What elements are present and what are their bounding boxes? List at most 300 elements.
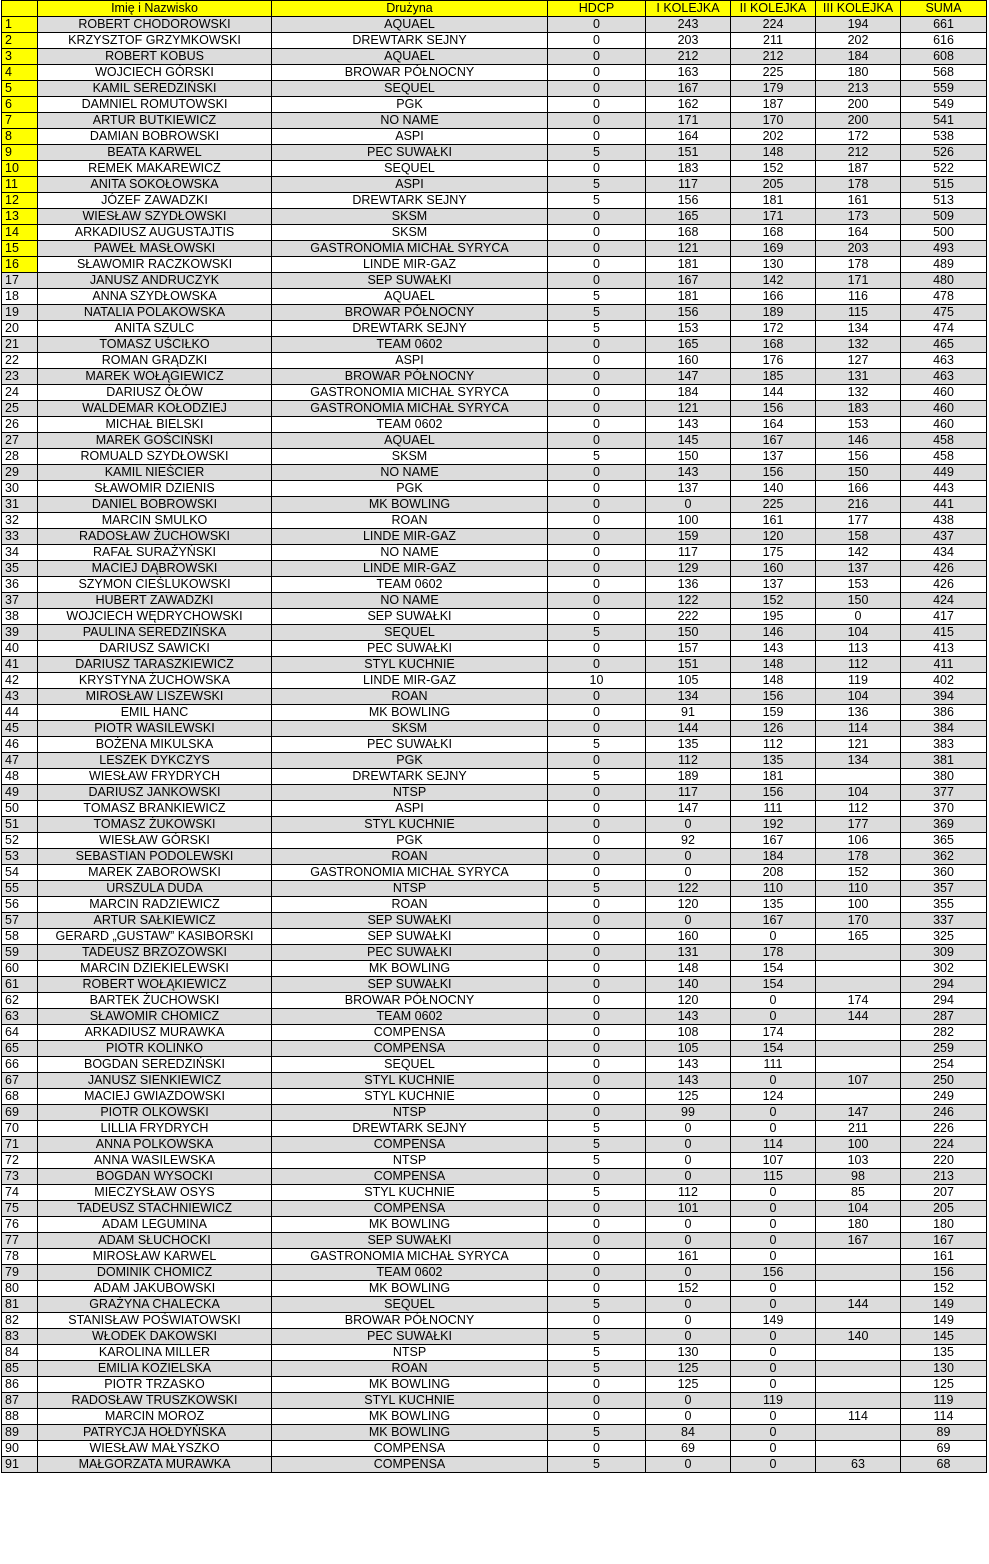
team-cell: STYL KUCHNIE	[272, 657, 548, 673]
name-cell: LILLIA FRYDRYCH	[38, 1121, 272, 1137]
round-1-cell: 143	[646, 465, 731, 481]
round-3-cell: 104	[816, 785, 901, 801]
round-3-cell: 153	[816, 577, 901, 593]
sum-cell: 500	[901, 225, 987, 241]
table-row	[2, 529, 987, 545]
rank-cell: 79	[2, 1265, 38, 1281]
name-cell: HUBERT ZAWADZKI	[38, 593, 272, 609]
round-1-cell: 184	[646, 385, 731, 401]
table-row	[2, 721, 987, 737]
table-row	[2, 401, 987, 417]
header-sum: SUMA	[901, 1, 987, 17]
round-1-cell: 122	[646, 881, 731, 897]
table-row	[2, 849, 987, 865]
name-cell: TADEUSZ STACHNIEWICZ	[38, 1201, 272, 1217]
round-1-cell: 151	[646, 145, 731, 161]
rank-cell: 5	[2, 81, 38, 97]
hdcp-cell: 0	[548, 689, 646, 705]
round-2-cell: 225	[731, 65, 816, 81]
round-1-cell: 117	[646, 177, 731, 193]
round-3-cell: 178	[816, 849, 901, 865]
hdcp-cell: 0	[548, 1217, 646, 1233]
header-row	[2, 1, 987, 17]
rank-cell: 15	[2, 241, 38, 257]
name-cell: TOMASZ ŻUKOWSKI	[38, 817, 272, 833]
round-2-cell: 152	[731, 593, 816, 609]
rank-cell: 30	[2, 481, 38, 497]
round-2-cell: 115	[731, 1169, 816, 1185]
name-cell: DAMNIEL ROMUTOWSKI	[38, 97, 272, 113]
team-cell: BROWAR PÓŁNOCNY	[272, 305, 548, 321]
hdcp-cell: 0	[548, 593, 646, 609]
round-1-cell: 131	[646, 945, 731, 961]
round-2-cell: 185	[731, 369, 816, 385]
hdcp-cell: 5	[548, 449, 646, 465]
hdcp-cell: 0	[548, 209, 646, 225]
rank-cell: 2	[2, 33, 38, 49]
round-2-cell: 0	[731, 1409, 816, 1425]
name-cell: RADOSŁAW TRUSZKOWSKI	[38, 1393, 272, 1409]
sum-cell: 426	[901, 561, 987, 577]
round-2-cell: 156	[731, 465, 816, 481]
team-cell: DREWTARK SEJNY	[272, 33, 548, 49]
name-cell: EMILIA KOZIELSKA	[38, 1361, 272, 1377]
round-1-cell: 159	[646, 529, 731, 545]
round-3-cell: 150	[816, 465, 901, 481]
rank-cell: 28	[2, 449, 38, 465]
team-cell: PEC SUWAŁKI	[272, 945, 548, 961]
round-2-cell: 174	[731, 1025, 816, 1041]
rank-cell: 68	[2, 1089, 38, 1105]
round-1-cell: 163	[646, 65, 731, 81]
table-row	[2, 1137, 987, 1153]
sum-cell: 493	[901, 241, 987, 257]
team-cell: STYL KUCHNIE	[272, 1393, 548, 1409]
team-cell: PGK	[272, 753, 548, 769]
team-cell: ROAN	[272, 849, 548, 865]
round-3-cell: 200	[816, 97, 901, 113]
round-3-cell	[816, 1041, 901, 1057]
table-body	[2, 17, 987, 1473]
round-2-cell: 164	[731, 417, 816, 433]
sum-cell: 426	[901, 577, 987, 593]
sum-cell: 250	[901, 1073, 987, 1089]
table-row	[2, 417, 987, 433]
team-cell: LINDE MIR-GAZ	[272, 257, 548, 273]
rank-cell: 8	[2, 129, 38, 145]
sum-cell: 282	[901, 1025, 987, 1041]
hdcp-cell: 10	[548, 673, 646, 689]
round-1-cell: 143	[646, 1009, 731, 1025]
round-1-cell: 105	[646, 673, 731, 689]
round-1-cell: 181	[646, 257, 731, 273]
table-row	[2, 65, 987, 81]
rank-cell: 76	[2, 1217, 38, 1233]
hdcp-cell: 0	[548, 753, 646, 769]
team-cell: AQUAEL	[272, 289, 548, 305]
hdcp-cell: 0	[548, 1441, 646, 1457]
round-1-cell: 145	[646, 433, 731, 449]
name-cell: DARIUSZ JANKOWSKI	[38, 785, 272, 801]
sum-cell: 549	[901, 97, 987, 113]
sum-cell: 489	[901, 257, 987, 273]
round-3-cell: 164	[816, 225, 901, 241]
hdcp-cell: 0	[548, 945, 646, 961]
team-cell: COMPENSA	[272, 1441, 548, 1457]
hdcp-cell: 5	[548, 1153, 646, 1169]
rank-cell: 6	[2, 97, 38, 113]
round-1-cell: 160	[646, 353, 731, 369]
name-cell: STANISŁAW POŚWIATOWSKI	[38, 1313, 272, 1329]
rank-cell: 82	[2, 1313, 38, 1329]
team-cell: PGK	[272, 833, 548, 849]
rank-cell: 75	[2, 1201, 38, 1217]
team-cell: SKSM	[272, 209, 548, 225]
round-3-cell: 144	[816, 1297, 901, 1313]
hdcp-cell: 0	[548, 609, 646, 625]
rank-cell: 43	[2, 689, 38, 705]
rank-cell: 7	[2, 113, 38, 129]
table-row	[2, 209, 987, 225]
table-row	[2, 17, 987, 33]
round-3-cell: 152	[816, 865, 901, 881]
round-3-cell: 106	[816, 833, 901, 849]
round-3-cell: 202	[816, 33, 901, 49]
table-row	[2, 193, 987, 209]
rank-cell: 86	[2, 1377, 38, 1393]
header-round-2: II KOLEJKA	[731, 1, 816, 17]
team-cell: PEC SUWAŁKI	[272, 145, 548, 161]
team-cell: SEQUEL	[272, 1297, 548, 1313]
sum-cell: 130	[901, 1361, 987, 1377]
name-cell: MARCIN SMULKO	[38, 513, 272, 529]
name-cell: KAMIL NIEŚCIER	[38, 465, 272, 481]
hdcp-cell: 0	[548, 1409, 646, 1425]
round-1-cell: 171	[646, 113, 731, 129]
round-2-cell: 0	[731, 1361, 816, 1377]
round-1-cell: 0	[646, 1297, 731, 1313]
round-2-cell: 184	[731, 849, 816, 865]
round-2-cell: 156	[731, 689, 816, 705]
team-cell: SEP SUWAŁKI	[272, 977, 548, 993]
sum-cell: 135	[901, 1345, 987, 1361]
name-cell: TOMASZ BRANKIEWICZ	[38, 801, 272, 817]
table-row	[2, 81, 987, 97]
team-cell: BROWAR PÓŁNOCNY	[272, 993, 548, 1009]
round-2-cell: 0	[731, 1297, 816, 1313]
sum-cell: 294	[901, 993, 987, 1009]
team-cell: PEC SUWAŁKI	[272, 737, 548, 753]
table-row	[2, 145, 987, 161]
team-cell: SEQUEL	[272, 81, 548, 97]
round-1-cell: 135	[646, 737, 731, 753]
name-cell: BARTEK ŻUCHOWSKI	[38, 993, 272, 1009]
round-3-cell: 104	[816, 689, 901, 705]
table-row	[2, 273, 987, 289]
hdcp-cell: 0	[548, 465, 646, 481]
round-3-cell	[816, 1089, 901, 1105]
name-cell: MICHAŁ BIELSKI	[38, 417, 272, 433]
round-2-cell: 0	[731, 993, 816, 1009]
table-row	[2, 961, 987, 977]
rank-cell: 69	[2, 1105, 38, 1121]
rank-cell: 37	[2, 593, 38, 609]
table-row	[2, 945, 987, 961]
sum-cell: 460	[901, 401, 987, 417]
rank-cell: 84	[2, 1345, 38, 1361]
hdcp-cell: 5	[548, 769, 646, 785]
rank-cell: 66	[2, 1057, 38, 1073]
sum-cell: 309	[901, 945, 987, 961]
sum-cell: 568	[901, 65, 987, 81]
sum-cell: 541	[901, 113, 987, 129]
table-row	[2, 289, 987, 305]
table-row	[2, 865, 987, 881]
round-1-cell: 125	[646, 1089, 731, 1105]
sum-cell: 441	[901, 497, 987, 513]
round-3-cell: 100	[816, 1137, 901, 1153]
table-row	[2, 1377, 987, 1393]
name-cell: URSZULA DUDA	[38, 881, 272, 897]
round-1-cell: 151	[646, 657, 731, 673]
rank-cell: 18	[2, 289, 38, 305]
rank-cell: 35	[2, 561, 38, 577]
name-cell: ANITA SOKOŁOWSKA	[38, 177, 272, 193]
sum-cell: 386	[901, 705, 987, 721]
name-cell: MARCIN MOROZ	[38, 1409, 272, 1425]
round-2-cell: 114	[731, 1137, 816, 1153]
round-3-cell: 216	[816, 497, 901, 513]
name-cell: PIOTR OLKOWSKI	[38, 1105, 272, 1121]
round-2-cell: 161	[731, 513, 816, 529]
rank-cell: 38	[2, 609, 38, 625]
round-2-cell: 175	[731, 545, 816, 561]
rank-cell: 88	[2, 1409, 38, 1425]
sum-cell: 381	[901, 753, 987, 769]
sum-cell: 246	[901, 1105, 987, 1121]
round-3-cell: 107	[816, 1073, 901, 1089]
round-2-cell: 0	[731, 1441, 816, 1457]
round-2-cell: 205	[731, 177, 816, 193]
round-1-cell: 183	[646, 161, 731, 177]
name-cell: SZYMON CIEŚLUKOWSKI	[38, 577, 272, 593]
team-cell: COMPENSA	[272, 1201, 548, 1217]
hdcp-cell: 0	[548, 113, 646, 129]
rank-cell: 20	[2, 321, 38, 337]
hdcp-cell: 5	[548, 1137, 646, 1153]
round-2-cell: 156	[731, 785, 816, 801]
sum-cell: 220	[901, 1153, 987, 1169]
hdcp-cell: 0	[548, 529, 646, 545]
hdcp-cell: 0	[548, 241, 646, 257]
sum-cell: 152	[901, 1281, 987, 1297]
rank-cell: 51	[2, 817, 38, 833]
name-cell: WIESŁAW FRYDRYCH	[38, 769, 272, 785]
rank-cell: 54	[2, 865, 38, 881]
name-cell: MAREK ZABOROWSKI	[38, 865, 272, 881]
sum-cell: 424	[901, 593, 987, 609]
round-3-cell: 153	[816, 417, 901, 433]
hdcp-cell: 0	[548, 705, 646, 721]
team-cell: MK BOWLING	[272, 1425, 548, 1441]
sum-cell: 463	[901, 369, 987, 385]
table-row	[2, 177, 987, 193]
hdcp-cell: 0	[548, 865, 646, 881]
table-row	[2, 1249, 987, 1265]
team-cell: MK BOWLING	[272, 1217, 548, 1233]
round-3-cell: 177	[816, 817, 901, 833]
round-3-cell: 134	[816, 753, 901, 769]
name-cell: DOMINIK CHOMICZ	[38, 1265, 272, 1281]
round-3-cell: 140	[816, 1329, 901, 1345]
round-1-cell: 91	[646, 705, 731, 721]
name-cell: ANNA POLKOWSKA	[38, 1137, 272, 1153]
round-2-cell: 0	[731, 1201, 816, 1217]
sum-cell: 463	[901, 353, 987, 369]
hdcp-cell: 0	[548, 1105, 646, 1121]
round-1-cell: 0	[646, 849, 731, 865]
hdcp-cell: 0	[548, 353, 646, 369]
sum-cell: 213	[901, 1169, 987, 1185]
name-cell: MARCIN DZIEKIELEWSKI	[38, 961, 272, 977]
round-3-cell: 103	[816, 1153, 901, 1169]
name-cell: NATALIA POLAKOWSKA	[38, 305, 272, 321]
sum-cell: 69	[901, 1441, 987, 1457]
team-cell: LINDE MIR-GAZ	[272, 561, 548, 577]
team-cell: SEP SUWAŁKI	[272, 929, 548, 945]
round-2-cell: 168	[731, 337, 816, 353]
round-3-cell: 156	[816, 449, 901, 465]
name-cell: ARTUR SAŁKIEWICZ	[38, 913, 272, 929]
rank-cell: 24	[2, 385, 38, 401]
sum-cell: 365	[901, 833, 987, 849]
team-cell: ROAN	[272, 897, 548, 913]
rank-cell: 59	[2, 945, 38, 961]
hdcp-cell: 5	[548, 625, 646, 641]
hdcp-cell: 0	[548, 1009, 646, 1025]
table-row	[2, 577, 987, 593]
round-2-cell: 135	[731, 897, 816, 913]
sum-cell: 475	[901, 305, 987, 321]
table-row	[2, 769, 987, 785]
table-row	[2, 1361, 987, 1377]
round-3-cell: 0	[816, 609, 901, 625]
sum-cell: 149	[901, 1313, 987, 1329]
round-1-cell: 153	[646, 321, 731, 337]
round-1-cell: 147	[646, 801, 731, 817]
team-cell: DREWTARK SEJNY	[272, 193, 548, 209]
round-1-cell: 156	[646, 305, 731, 321]
team-cell: NO NAME	[272, 465, 548, 481]
round-3-cell	[816, 1025, 901, 1041]
team-cell: NTSP	[272, 1153, 548, 1169]
header-round-3: III KOLEJKA	[816, 1, 901, 17]
round-2-cell: 160	[731, 561, 816, 577]
sum-cell: 294	[901, 977, 987, 993]
round-1-cell: 0	[646, 1217, 731, 1233]
table-row	[2, 1265, 987, 1281]
team-cell: PEC SUWAŁKI	[272, 641, 548, 657]
sum-cell: 180	[901, 1217, 987, 1233]
round-1-cell: 100	[646, 513, 731, 529]
rank-cell: 61	[2, 977, 38, 993]
name-cell: MAREK WOŁĄGIEWICZ	[38, 369, 272, 385]
sum-cell: 224	[901, 1137, 987, 1153]
team-cell: GASTRONOMIA MICHAŁ SYRYCA	[272, 401, 548, 417]
sum-cell: 509	[901, 209, 987, 225]
round-3-cell: 178	[816, 257, 901, 273]
table-row	[2, 801, 987, 817]
round-2-cell: 0	[731, 1009, 816, 1025]
team-cell: SEQUEL	[272, 161, 548, 177]
rank-cell: 81	[2, 1297, 38, 1313]
team-cell: SEQUEL	[272, 1057, 548, 1073]
table-row	[2, 1329, 987, 1345]
name-cell: KRYSTYNA ŻUCHOWSKA	[38, 673, 272, 689]
table-row	[2, 881, 987, 897]
sum-cell: 369	[901, 817, 987, 833]
round-3-cell: 85	[816, 1185, 901, 1201]
name-cell: SŁAWOMIR RACZKOWSKI	[38, 257, 272, 273]
name-cell: SŁAWOMIR CHOMICZ	[38, 1009, 272, 1025]
rank-cell: 1	[2, 17, 38, 33]
team-cell: SEP SUWAŁKI	[272, 913, 548, 929]
hdcp-cell: 0	[548, 913, 646, 929]
sum-cell: 465	[901, 337, 987, 353]
hdcp-cell: 0	[548, 1393, 646, 1409]
round-3-cell	[816, 1265, 901, 1281]
hdcp-cell: 0	[548, 257, 646, 273]
round-2-cell: 168	[731, 225, 816, 241]
round-2-cell: 167	[731, 433, 816, 449]
round-1-cell: 0	[646, 1233, 731, 1249]
round-2-cell: 225	[731, 497, 816, 513]
table-row	[2, 929, 987, 945]
table-row	[2, 1089, 987, 1105]
round-2-cell: 156	[731, 401, 816, 417]
round-3-cell: 147	[816, 1105, 901, 1121]
name-cell: REMEK MAKAREWICZ	[38, 161, 272, 177]
round-1-cell: 165	[646, 337, 731, 353]
rank-cell: 89	[2, 1425, 38, 1441]
hdcp-cell: 5	[548, 1297, 646, 1313]
hdcp-cell: 0	[548, 1281, 646, 1297]
hdcp-cell: 0	[548, 1057, 646, 1073]
sum-cell: 480	[901, 273, 987, 289]
name-cell: GERARD „GUSTAW” KASIBORSKI	[38, 929, 272, 945]
name-cell: ARKADIUSZ AUGUSTAJTIS	[38, 225, 272, 241]
rank-cell: 23	[2, 369, 38, 385]
table-row	[2, 785, 987, 801]
rank-cell: 27	[2, 433, 38, 449]
round-3-cell: 183	[816, 401, 901, 417]
name-cell: PIOTR KOLINKO	[38, 1041, 272, 1057]
round-2-cell: 110	[731, 881, 816, 897]
team-cell: COMPENSA	[272, 1137, 548, 1153]
table-row	[2, 1393, 987, 1409]
table-row	[2, 161, 987, 177]
name-cell: WIESŁAW MAŁYSZKO	[38, 1441, 272, 1457]
table-row	[2, 977, 987, 993]
round-2-cell: 167	[731, 913, 816, 929]
round-3-cell: 158	[816, 529, 901, 545]
round-2-cell: 0	[731, 1249, 816, 1265]
hdcp-cell: 0	[548, 337, 646, 353]
table-row	[2, 657, 987, 673]
hdcp-cell: 0	[548, 993, 646, 1009]
sum-cell: 458	[901, 433, 987, 449]
round-3-cell: 98	[816, 1169, 901, 1185]
